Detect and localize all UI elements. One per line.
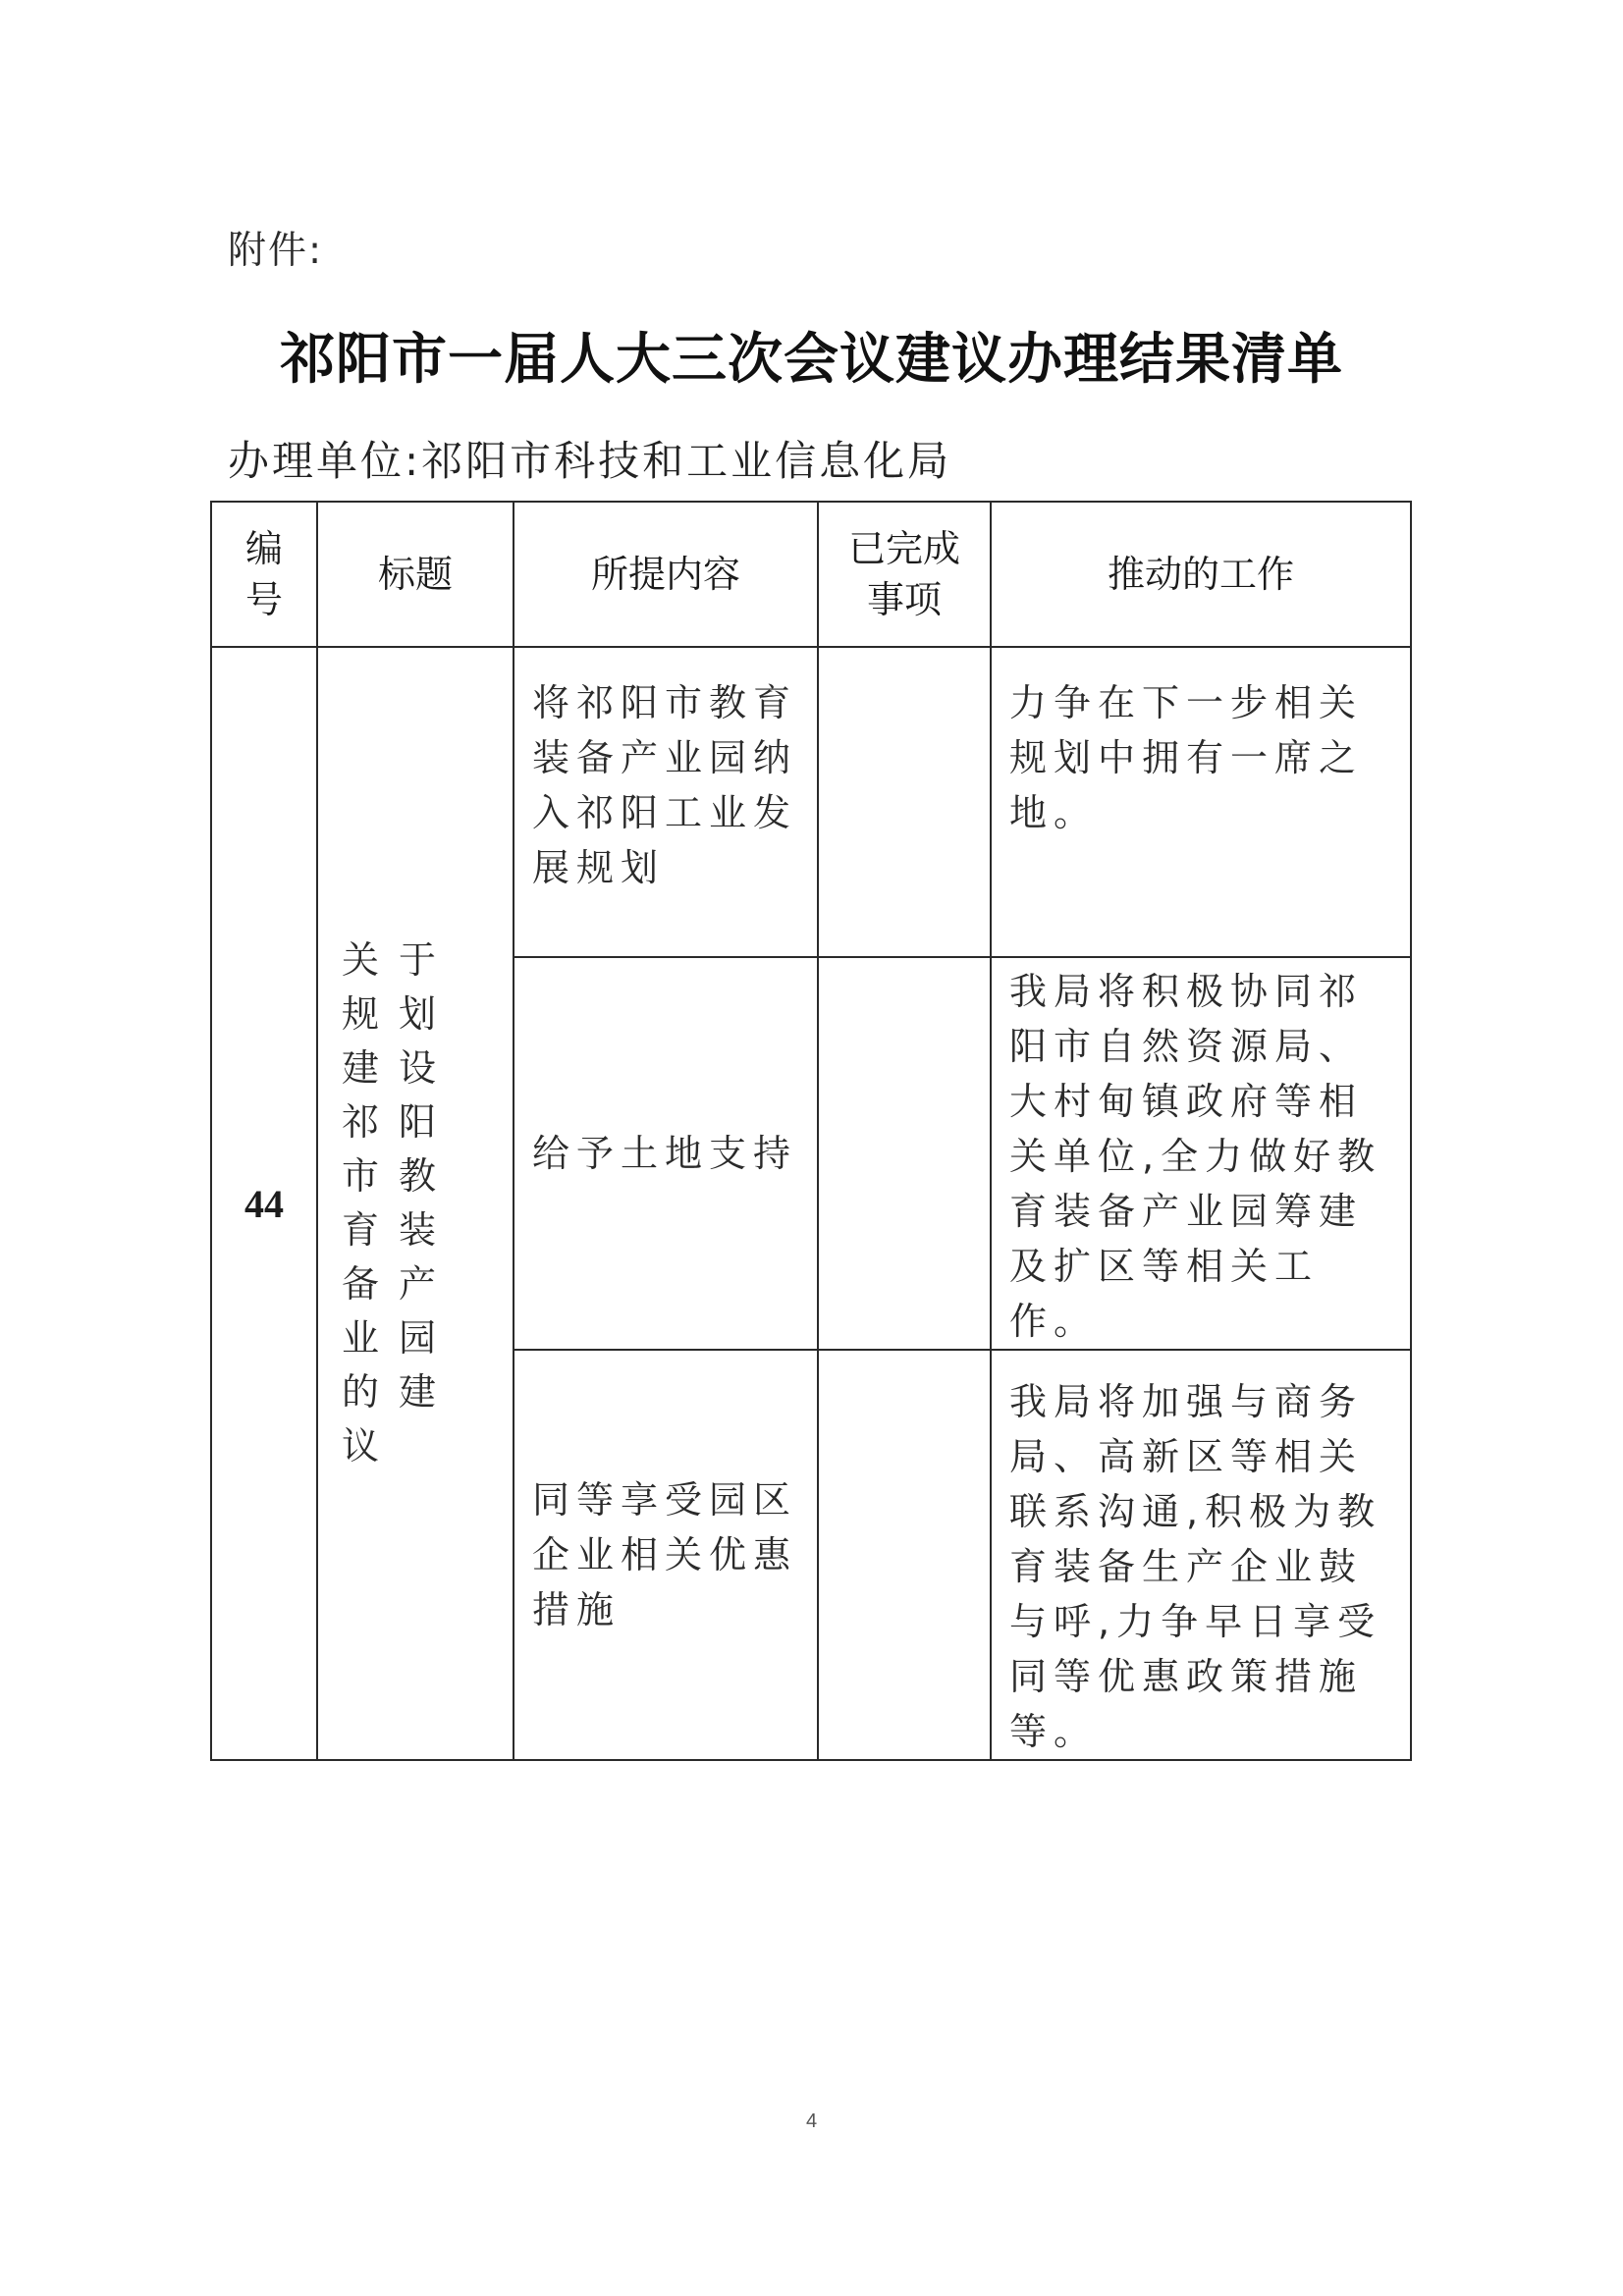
header-completed	[818, 502, 991, 647]
work-cell: 我局将积极协同祁阳市自然资源局、大村甸镇政府等相关单位,全力做好教育装备产业园筹建及扩区等相关工作。	[991, 957, 1411, 1350]
header-completed-text: 已完成事项	[847, 527, 960, 621]
header-number	[211, 502, 317, 647]
page-number: 4	[805, 2110, 818, 2132]
content-cell: 同等享受园区企业相关优惠措施	[514, 1350, 818, 1760]
work-cell: 我局将加强与商务局、高新区等相关联系沟通,积极为教育装备生产企业鼓与呼,力争早日享受同等优惠政策措施等。	[991, 1350, 1411, 1760]
content-cell: 给予土地支持	[514, 957, 818, 1350]
content-cell: 将祁阳市教育装备产业园纳入祁阳工业发展规划	[514, 647, 818, 957]
attachment-label: 附件:	[228, 229, 324, 273]
header-work: 推动的工作	[991, 502, 1411, 647]
table-header-row	[211, 502, 1411, 647]
table-row	[211, 647, 1411, 957]
completed-cell	[818, 647, 991, 957]
completed-cell	[818, 957, 991, 1350]
document-title: 祁阳市一届人大三次会议建议办理结果清单	[280, 327, 1343, 392]
header-content: 所提内容	[514, 502, 818, 647]
suggestion-title: 关于规划建设祁阳市教育装备产业园的建议	[317, 647, 514, 1760]
result-table	[210, 501, 1412, 1761]
handling-unit: 办理单位:祁阳市科技和工业信息化局	[228, 437, 952, 485]
suggestion-number: 44	[211, 647, 317, 1760]
work-cell: 力争在下一步相关规划中拥有一席之地。	[991, 647, 1411, 957]
header-number-text: 编号	[244, 527, 283, 621]
completed-cell	[818, 1350, 991, 1760]
header-title: 标题	[317, 502, 514, 647]
